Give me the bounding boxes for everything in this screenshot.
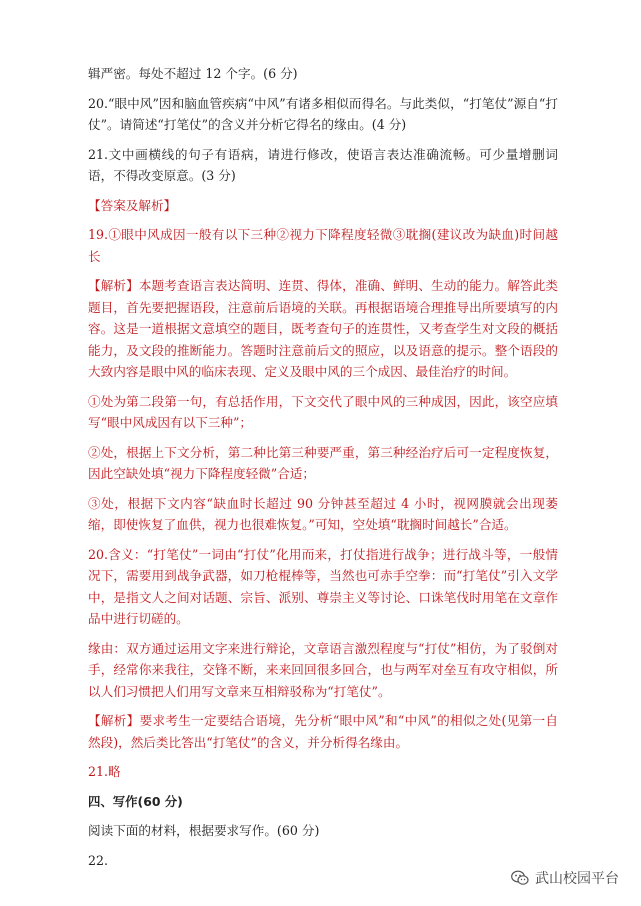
answer-header: 【答案及解析】 — [88, 197, 177, 213]
question-22: 22. — [88, 852, 109, 868]
question-20: 20.“眼中风”因和脑血管疾病“中风”有诸多相似而得名。与此类似，“打笔仗”源自“打仗”。请简述“打笔仗”的含义并分析它得名的缘由。(4 分) — [88, 95, 558, 132]
analysis-body: 本题考查语言表达简明、连贯、得体，准确、鲜明、生动的能力。解答此类题目，首先要把握语段，注意前后语境的关联。再根据语境合理推导出所要填写的内容。这是一道根据文意填空的题目，既考查句子的连贯性，又考查学生对文段的概括能力，及文段的推断能力。答题时注意前后文的照应，以及语意的提示。整个语段的大致内容是眼中风的临床表现、定义及眼中风的三个成因、最佳治疗的时间。 — [88, 278, 559, 379]
answer-19: 19.①眼中风成因一般有以下三种②视力下降程度轻微③耽搁(建议改为缺血)时间越长 — [88, 227, 558, 264]
answer-point-1: ①处为第二段第一句，有总括作用，下文交代了眼中风的三种成因，因此，该空应填写“眼中风成因有以下三种”； — [88, 393, 558, 430]
question-21: 21.文中画横线的句子有语病，请进行修改，使语言表达准确流畅。可少量增删词语，不得改变原意。(3 分) — [88, 146, 558, 183]
analysis-tag: 【解析】 — [88, 278, 139, 293]
analysis-2-body: 要求考生一定要结合语境，先分析“眼中风”和“中风”的相似之处(见第一自然段)，然后类比答出“打笔仗”的含义，并分析得名缘由。 — [88, 713, 559, 750]
watermark-text: 武山校园平台 — [535, 871, 619, 887]
watermark — [511, 868, 619, 888]
question-tail-line: 辑严密。每处不超过 12 个字。(6 分) — [88, 66, 298, 81]
analysis-2-tag: 【解析】 — [88, 713, 140, 728]
analysis-paragraph — [88, 275, 558, 383]
document-page — [88, 63, 558, 879]
answer-20-meaning: 20.含义：“打笔仗”一词由“打仗”化用而来，打仗指进行战争；进行战斗等，一般情况下，需要用到战争武器，如刀枪棍棒等，当然也可赤手空拳：而“打笔仗”引入文学中，是指文人之间对话题、宗旨、派别、尊崇主义等讨论、口诛笔伐时用笔在文章作品中进行切磋的。 — [88, 546, 558, 626]
wechat-icon — [511, 870, 529, 886]
answer-point-3: ③处，根据下文内容“缺血时长超过 90 分钟甚至超过 4 小时，视网膜就会出现萎缩，即使恢复了血供，视力也很难恢复。”可知，空处填“耽搁时间越长”合适。 — [88, 495, 558, 532]
writing-instruction: 阅读下面的材料，根据要求写作。(60 分) — [88, 823, 320, 838]
answer-21: 21.略 — [88, 764, 121, 779]
section-4-heading: 四、写作(60 分) — [88, 793, 183, 809]
answer-point-2: ②处，根据上下文分析，第二种比第三种要严重，第三种经治疗后可一定程度恢复，因此空缺处填“视力下降程度轻微”合适； — [88, 444, 558, 481]
answer-20-origin: 缘由：双方通过运用文字来进行辩论，文章语言激烈程度与“打仗”相仿，为了驳倒对手，经常你来我往，交锋不断，来来回回很多回合，也与两军对垒互有攻守相似，所以人们习惯把人们用写文章来互相辩驳称为“打笔仗”。 — [88, 640, 558, 699]
analysis-2-paragraph — [88, 710, 558, 753]
